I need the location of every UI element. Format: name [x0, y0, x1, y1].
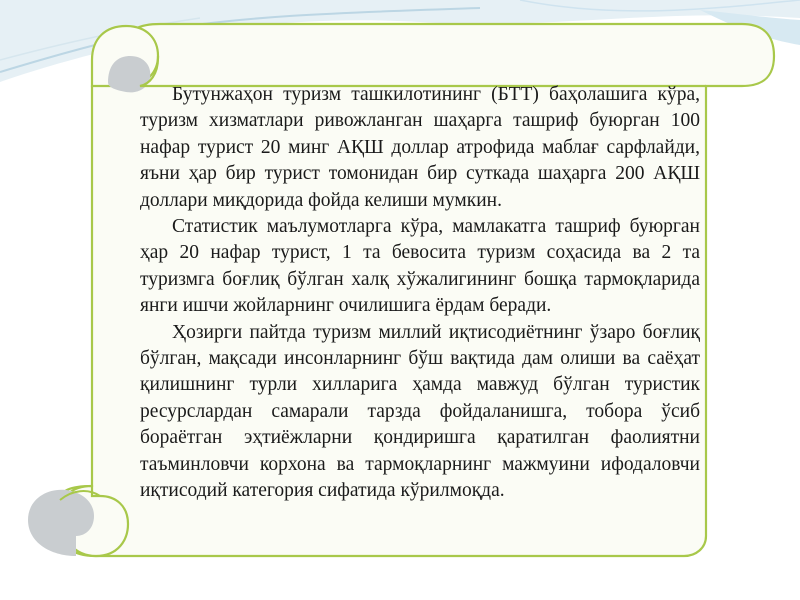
- paragraph-3: Ҳозирги пайтда туризм миллий иқтисодиётнинг ўзаро боғлиқ бўлган, мақсади инсонларнинг бўш вақтида дам олиши ва саёҳат қилишнинг турли хилларига ҳамда мавжуд бўлган туристик ресурслардан самарали тарзда фойдаланишга, тобора ўсиб бораётган эҳтиёжларни қондиришга қаратилган фаолиятни таъминловчи корхона ва тармоқларнинг мажмуини ифодаловчи иқтисодий категория сифатида кўрилмоқда.: [140, 321, 700, 502]
- paragraph-1: Бутунжаҳон туризм ташкилотининг (БТТ) баҳолашига кўра, туризм хизматлари ривожланган шаҳарга ташриф буюрган 100 нафар турист 20 минг АҚШ доллар атрофида маблағ сарфлайди, яъни ҳар бир турист томонидан бир суткада шаҳарга 200 АҚШ доллари миқдорида фойда келиши мумкин.: [140, 84, 700, 211]
- paragraph-2: Статистик маълумотларга кўра, мамлакатга ташриф буюрган ҳар 20 нафар турист, 1 та бевосита туризм соҳасида ва 2 та туризмга боғлиқ бўлган халқ хўжалигининг бошқа тармоқларида янги ишчи жойларнинг очилишига ёрдам беради.: [140, 216, 700, 317]
- document-body: [140, 82, 700, 505]
